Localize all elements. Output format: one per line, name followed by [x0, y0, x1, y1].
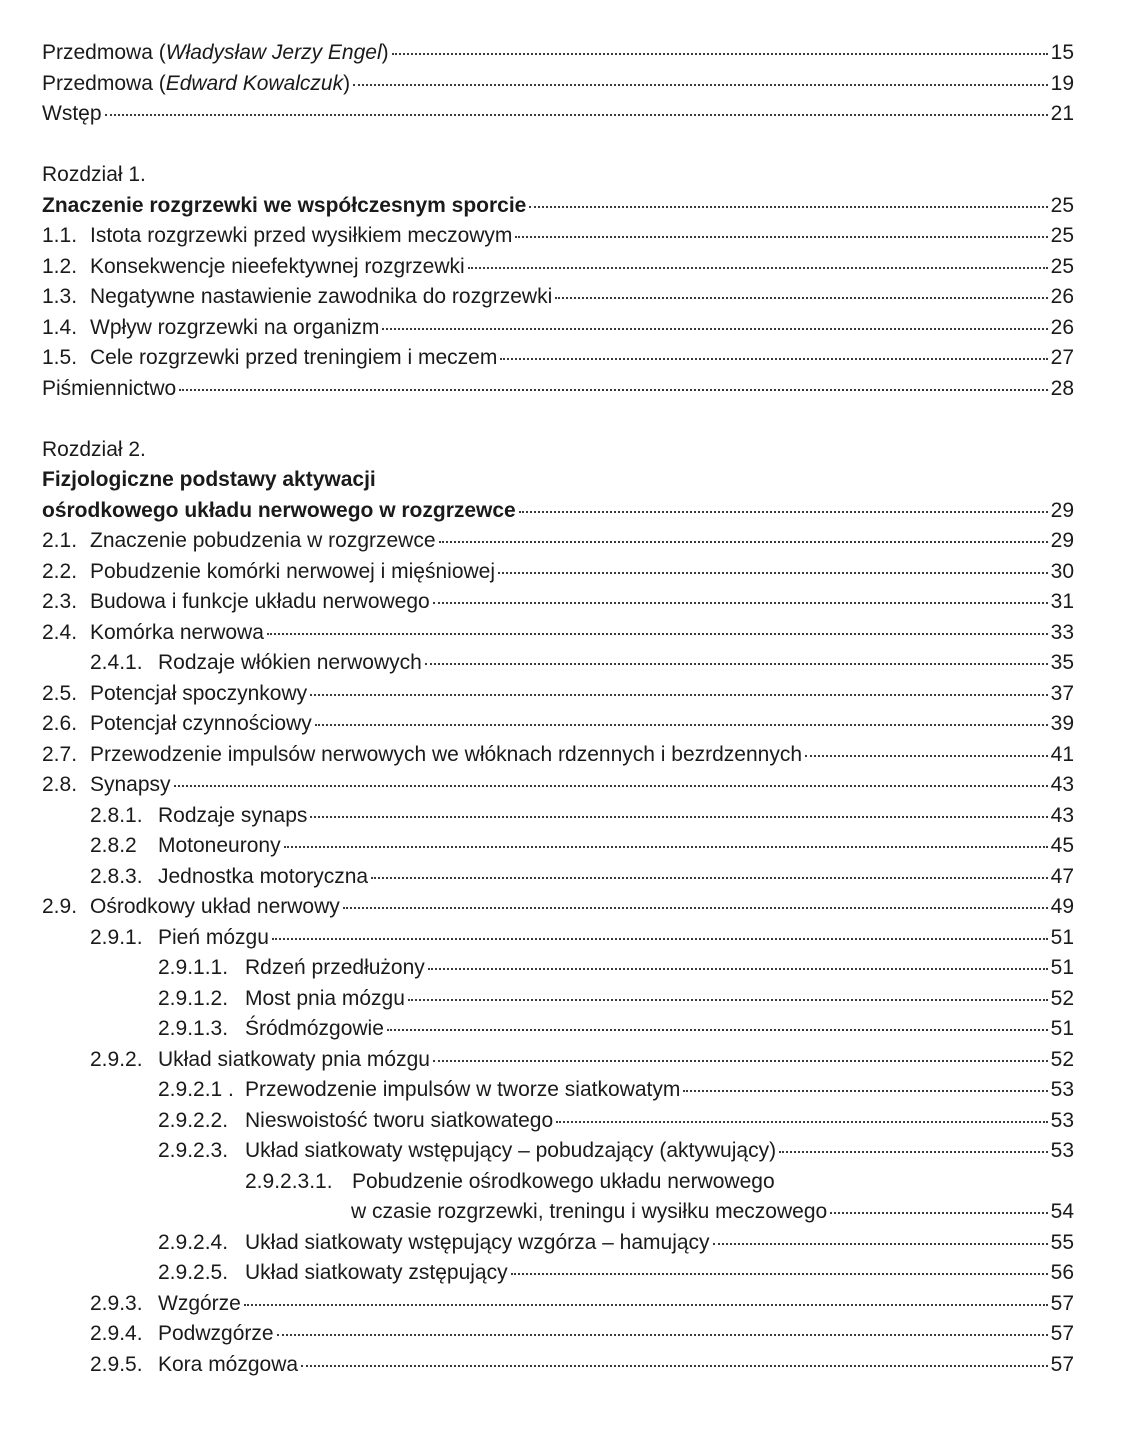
toc-entry-title: Znaczenie pobudzenia w rozgrzewce	[90, 529, 436, 552]
toc-page-number: 26	[1050, 315, 1074, 339]
toc-page-number: 54	[1050, 1200, 1074, 1223]
toc-entry-number: 2.9.1.	[90, 925, 143, 949]
leader-dots	[511, 1273, 1048, 1275]
toc-entry[interactable]	[42, 740, 1074, 771]
toc-page-number: 49	[1050, 895, 1074, 918]
toc-entry[interactable]	[42, 862, 1074, 893]
toc-page-number: 37	[1050, 681, 1074, 705]
toc-page-number: 21	[1050, 102, 1074, 125]
toc-page-number: 30	[1050, 559, 1074, 583]
toc-entry-number: 2.4.1.	[90, 651, 143, 674]
toc-entry-number: 2.9.4.	[90, 1322, 143, 1345]
toc-entry-title: Układ siatkowaty wstępujący – pobudzający (aktywujący)	[245, 1139, 777, 1162]
toc-entry-number: 2.9.1.3.	[158, 1017, 229, 1040]
leader-dots	[105, 114, 1048, 116]
toc-entry-number: 2.8.	[42, 773, 78, 796]
toc-entry[interactable]	[42, 1167, 1074, 1198]
toc-entry-number: 1.2.	[42, 254, 78, 278]
toc-entry-number: 1.3.	[42, 285, 78, 308]
leader-dots	[371, 877, 1048, 879]
toc-page-number: 55	[1050, 1230, 1074, 1254]
toc-entry-title: Układ siatkowaty wstępujący wzgórza – hamujący	[245, 1230, 710, 1254]
toc-entry-number: 2.9.2.1 .	[158, 1078, 234, 1101]
toc-entry[interactable]	[42, 252, 1074, 283]
toc-entry[interactable]	[42, 831, 1074, 862]
toc-entry-title: Rodzaje włókien nerwowych	[158, 651, 422, 674]
toc-page-number: 25	[1050, 254, 1074, 278]
chapter-1-label: Rozdział 1.	[42, 163, 146, 186]
toc-entry[interactable]	[42, 801, 1074, 832]
leader-dots	[310, 816, 1047, 818]
toc-entry[interactable]	[42, 1350, 1074, 1381]
toc-entry-title: Przewodzenie impulsów nerwowych we włóknach rdzennych i bezrdzennych	[90, 742, 803, 766]
toc-entry[interactable]	[42, 282, 1074, 313]
toc-entry-title: Motoneurony	[158, 834, 281, 857]
toc-entry-title: Śródmózgowie	[245, 1017, 384, 1040]
toc-page-number: 41	[1050, 742, 1074, 766]
toc-entry-number: 2.9.2.4.	[158, 1230, 229, 1254]
toc-entry[interactable]	[42, 953, 1074, 984]
toc-entry[interactable]	[42, 587, 1074, 618]
toc-page-number: 47	[1050, 864, 1074, 888]
leader-dots	[433, 1060, 1048, 1062]
toc-entry-title: Pień mózgu	[158, 925, 269, 949]
toc-page-number: 39	[1050, 712, 1074, 735]
toc-entry-preface-engel[interactable]	[42, 38, 1074, 69]
toc-page-number: 52	[1050, 986, 1074, 1010]
table-of-contents	[42, 38, 1074, 1380]
toc-entry-number: 2.9.1.2.	[158, 986, 229, 1010]
toc-entry-label: Przedmowa (	[42, 41, 166, 64]
toc-entry-label: Piśmiennictwo	[42, 376, 177, 400]
toc-entry[interactable]	[42, 1289, 1074, 1320]
toc-entry-number: 2.9.1.1.	[158, 956, 229, 979]
toc-entry[interactable]	[42, 892, 1074, 923]
toc-entry-number: 2.6.	[42, 712, 78, 735]
toc-entry-number: 2.9.	[42, 895, 78, 918]
leader-dots	[244, 1304, 1048, 1306]
toc-entry-label: Wstęp	[42, 102, 102, 125]
toc-entry-title: Jednostka motoryczna	[158, 864, 369, 888]
toc-page-number: 57	[1050, 1291, 1074, 1315]
toc-page-number: 53	[1050, 1139, 1074, 1162]
toc-entry-title: Pobudzenie komórki nerwowej i mięśniowej	[90, 559, 496, 583]
toc-entry[interactable]	[42, 648, 1074, 679]
toc-entry-number: 1.4.	[42, 315, 78, 339]
leader-dots	[425, 663, 1048, 665]
toc-entry-number: 2.8.3.	[90, 864, 143, 888]
toc-entry-title: Konsekwencje nieefektywnej rozgrzewki	[90, 254, 465, 278]
leader-dots	[428, 968, 1048, 970]
toc-page-number: 45	[1050, 834, 1074, 857]
toc-page-number: 57	[1050, 1352, 1074, 1376]
toc-entry-number: 2.9.2.5.	[158, 1261, 229, 1284]
toc-entry-title: Ośrodkowy układ nerwowy	[90, 895, 340, 918]
toc-entry[interactable]	[42, 1014, 1074, 1045]
leader-dots	[353, 84, 1048, 86]
toc-entry[interactable]	[42, 1258, 1074, 1289]
toc-entry-number: 2.8.1.	[90, 803, 143, 827]
toc-entry-bibliography[interactable]	[42, 374, 1074, 405]
toc-entry[interactable]	[42, 343, 1074, 374]
leader-dots	[515, 236, 1047, 238]
toc-entry[interactable]	[42, 679, 1074, 710]
toc-entry[interactable]	[42, 770, 1074, 801]
toc-entry-number: 2.5.	[42, 681, 78, 705]
toc-entry-number: 2.1.	[42, 529, 78, 552]
toc-entry-title: Negatywne nastawienie zawodnika do rozgrzewki	[90, 285, 553, 308]
toc-entry-title: Cele rozgrzewki przed treningiem i meczem	[90, 346, 498, 369]
toc-entry[interactable]	[42, 1319, 1074, 1350]
leader-dots	[174, 785, 1048, 787]
toc-entry[interactable]	[42, 557, 1074, 588]
leader-dots	[779, 1151, 1048, 1153]
toc-page-number: 57	[1050, 1322, 1074, 1345]
toc-entry-label-end: )	[381, 41, 389, 64]
toc-page-number: 51	[1050, 1017, 1074, 1040]
toc-entry-author: Edward Kowalczuk	[165, 71, 344, 95]
toc-entry-title: Most pnia mózgu	[245, 986, 405, 1010]
toc-entry-title: Pobudzenie ośrodkowego układu nerwowego	[352, 1169, 775, 1193]
toc-page-number: 29	[1050, 498, 1074, 522]
leader-dots	[498, 572, 1048, 574]
toc-entry[interactable]	[42, 618, 1074, 649]
leader-dots	[500, 358, 1047, 360]
toc-entry[interactable]	[42, 526, 1074, 557]
toc-page-number: 31	[1050, 590, 1074, 613]
toc-entry-title: Układ siatkowaty pnia mózgu	[158, 1047, 430, 1071]
leader-dots	[179, 389, 1047, 391]
chapter-2-title-line1: Fizjologiczne podstawy aktywacji	[42, 468, 376, 491]
toc-page-number: 53	[1050, 1078, 1074, 1101]
toc-entry-title: Potencjał czynnościowy	[90, 712, 312, 735]
chapter-2-title[interactable]	[42, 496, 1074, 527]
leader-dots	[439, 541, 1048, 543]
toc-page-number: 29	[1050, 529, 1074, 552]
toc-page-number: 35	[1050, 651, 1074, 674]
leader-dots	[468, 267, 1048, 269]
toc-entry-number: 2.7.	[42, 742, 78, 766]
leader-dots	[284, 846, 1048, 848]
leader-dots	[315, 724, 1048, 726]
toc-entry-number: 2.8.2	[90, 834, 137, 857]
chapter-title-text: Znaczenie rozgrzewki we współczesnym sporcie	[42, 193, 527, 217]
toc-entry-number: 2.9.2.3.1.	[245, 1169, 333, 1193]
toc-entry-number: 2.9.5.	[90, 1352, 143, 1376]
leader-dots	[382, 328, 1047, 330]
toc-page-number: 56	[1050, 1261, 1074, 1284]
toc-entry-number: 2.3.	[42, 590, 78, 613]
leader-dots	[310, 694, 1048, 696]
leader-dots	[343, 907, 1048, 909]
toc-entry[interactable]	[42, 709, 1074, 740]
toc-entry-title: Wpływ rozgrzewki na organizm	[90, 315, 380, 339]
toc-entry-preface-kowalczuk[interactable]	[42, 69, 1074, 100]
toc-entry-number: 2.9.2.	[90, 1047, 143, 1071]
toc-entry-title: Rdzeń przedłużony	[245, 956, 425, 979]
toc-entry-title: Nieswoistość tworu siatkowatego	[245, 1108, 554, 1132]
leader-dots	[556, 1121, 1048, 1123]
leader-dots	[683, 1090, 1047, 1092]
toc-page-number: 51	[1050, 925, 1074, 949]
toc-page-number: 43	[1050, 803, 1074, 827]
toc-entry[interactable]	[42, 1228, 1074, 1259]
leader-dots	[387, 1029, 1048, 1031]
toc-entry-label: Przedmowa (	[42, 71, 166, 95]
toc-entry-title: Istota rozgrzewki przed wysiłkiem meczowym	[90, 224, 513, 247]
leader-dots	[519, 511, 1048, 513]
chapter-title-text: ośrodkowego układu nerwowego w rozgrzewce	[42, 498, 516, 522]
toc-page-number: 28	[1050, 376, 1074, 400]
toc-entry-title: Potencjał spoczynkowy	[90, 681, 308, 705]
leader-dots	[272, 938, 1048, 940]
toc-entry[interactable]	[42, 313, 1074, 344]
toc-entry-introduction[interactable]	[42, 99, 1074, 130]
toc-entry-title: Układ siatkowaty zstępujący	[245, 1261, 508, 1284]
leader-dots	[301, 1365, 1048, 1367]
toc-page-number: 15	[1050, 41, 1074, 64]
chapter-1-title[interactable]	[42, 191, 1074, 222]
leader-dots	[805, 755, 1048, 757]
toc-page-number: 26	[1050, 285, 1074, 308]
chapter-2-label: Rozdział 2.	[42, 437, 146, 461]
toc-entry[interactable]	[42, 221, 1074, 252]
toc-entry-number: 1.5.	[42, 346, 78, 369]
toc-entry-title: Wzgórze	[158, 1291, 241, 1315]
toc-page-number: 33	[1050, 620, 1074, 644]
leader-dots	[277, 1334, 1048, 1336]
toc-page-number: 43	[1050, 773, 1074, 796]
toc-entry[interactable]	[42, 1045, 1074, 1076]
toc-entry-number: 1.1.	[42, 224, 78, 247]
toc-entry-number: 2.9.2.3.	[158, 1139, 229, 1162]
toc-page-number: 19	[1050, 71, 1074, 95]
toc-entry-title: Komórka nerwowa	[90, 620, 264, 644]
toc-entry-title: Kora mózgowa	[158, 1352, 299, 1376]
toc-entry-author: Władysław Jerzy Engel	[165, 41, 382, 64]
toc-entry-title-continued: w czasie rozgrzewki, treningu i wysiłku meczowego	[351, 1200, 828, 1223]
toc-entry[interactable]	[42, 1075, 1074, 1106]
toc-page-number: 52	[1050, 1047, 1074, 1071]
toc-entry-continuation[interactable]	[42, 1197, 1074, 1228]
toc-entry-number: 2.9.2.2.	[158, 1108, 229, 1132]
leader-dots	[713, 1243, 1048, 1245]
leader-dots	[529, 206, 1047, 208]
toc-entry[interactable]	[42, 984, 1074, 1015]
leader-dots	[392, 53, 1048, 55]
leader-dots	[830, 1212, 1047, 1214]
toc-entry-number: 2.9.3.	[90, 1291, 143, 1315]
toc-entry[interactable]	[42, 923, 1074, 954]
toc-page-number: 25	[1050, 224, 1074, 247]
leader-dots	[433, 602, 1048, 604]
toc-page-number: 53	[1050, 1108, 1074, 1132]
toc-entry-number: 2.2.	[42, 559, 78, 583]
leader-dots	[408, 999, 1048, 1001]
toc-entry-title: Przewodzenie impulsów w tworze siatkowatym	[245, 1078, 681, 1101]
toc-page-number: 51	[1050, 956, 1074, 979]
toc-entry-number: 2.4.	[42, 620, 78, 644]
toc-entry[interactable]	[42, 1136, 1074, 1167]
toc-entry[interactable]	[42, 1106, 1074, 1137]
leader-dots	[267, 633, 1048, 635]
leader-dots	[555, 297, 1047, 299]
toc-page-number: 25	[1050, 193, 1074, 217]
toc-entry-title: Podwzgórze	[158, 1322, 274, 1345]
toc-entry-label-end: )	[343, 71, 351, 95]
toc-entry-title: Synapsy	[90, 773, 171, 796]
toc-entry-title: Rodzaje synaps	[158, 803, 308, 827]
toc-page-number: 27	[1050, 346, 1074, 369]
toc-entry-title: Budowa i funkcje układu nerwowego	[90, 590, 430, 613]
